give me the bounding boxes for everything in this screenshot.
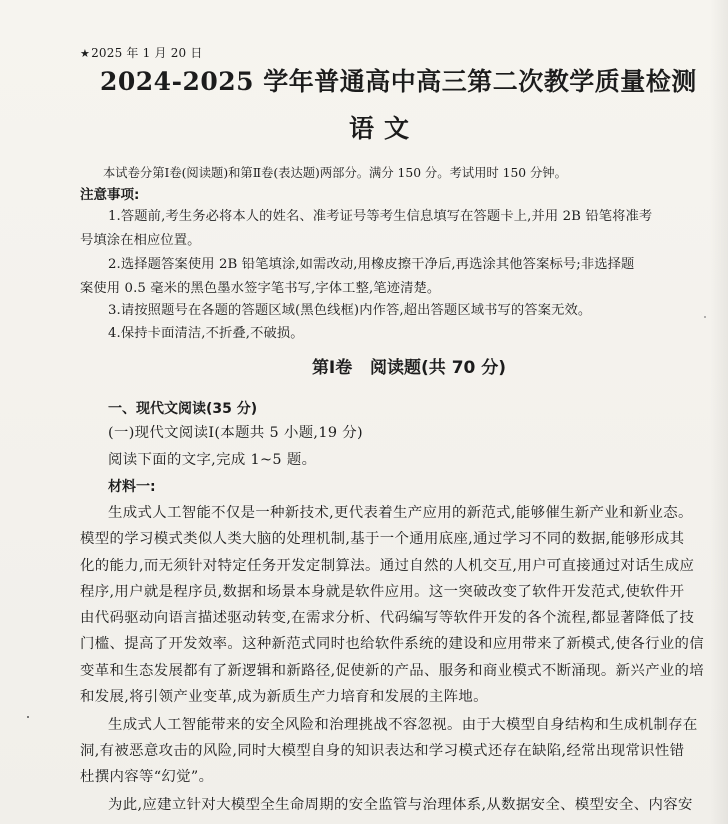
passage-line: 门槛、提高了开发效率。这种新范式同时也给软件系统的建设和应用带来了新模式,使各行业的信 (80, 636, 705, 652)
passage-line: 洞,有被恶意攻击的风险,同时大模型自身的知识表达和学习模式还存在缺陷,经常出现常识性错 (80, 743, 685, 759)
material-label: 材料一: (108, 479, 156, 495)
scan-speck (27, 716, 29, 718)
exam-date (80, 46, 203, 61)
notice-item-3: 3.请按照题号在各题的答题区域(黑色线框)内作答,超出答题区域书写的答案无效。 (108, 303, 592, 318)
part-one-heading: 第Ⅰ卷 阅读题(共 70 分) (311, 358, 507, 378)
date-text: 2025 年 1 月 20 日 (91, 46, 203, 60)
intro-text: 本试卷分第Ⅰ卷(阅读题)和第Ⅱ卷(表达题)两部分。满分 150 分。考试用时 150 分钟。 (103, 166, 567, 180)
passage-line: 为此,应建立针对大模型全生命周期的安全监管与治理体系,从数据安全、模型安全、内容安 (108, 797, 693, 813)
passage-line: 杜撰内容等“幻觉”。 (80, 769, 214, 785)
passage-line: 和发展,将引领产业变革,成为新质生产力培育和发展的主阵地。 (80, 689, 488, 705)
section-heading: 一、现代文阅读(35 分) (108, 401, 258, 417)
notice-item-1: 1.答题前,考生务必将本人的姓名、准考证号等考生信息填写在答题卡上,并用 2B 铅笔将准考 (108, 209, 653, 224)
passage-line: 变革和生态发展都有了新逻辑和新路径,促使新的产品、服务和商业模式不断涌现。新兴产业的培 (80, 663, 705, 679)
notice-item-1-cont: 号填涂在相应位置。 (80, 233, 201, 248)
passage-line: 由代码驱动向语言描述驱动转变,在需求分析、代码编写等软件开发的各个流程,都显著降低了技 (80, 610, 695, 626)
subject-title: 语文 (348, 114, 419, 143)
passage-line: 化的能力,而无须针对特定任务开发定制算法。通过自然的人机交互,用户可直接通过对话生成应 (80, 558, 695, 574)
subsection-heading: (一)现代文阅读Ⅰ(本题共 5 小题,19 分) (108, 425, 363, 441)
passage-line: 生成式人工智能带来的安全风险和治理挑战不容忽视。由于大模型自身结构和生成机制存在 (108, 717, 698, 733)
passage-line: 模型的学习模式类似人类大脑的处理机制,基于一个通用底座,通过学习不同的数据,能够形成其 (80, 531, 685, 547)
notice-item-2: 2.选择题答案使用 2B 铅笔填涂,如需改动,用橡皮擦干净后,再选涂其他答案标号;非选择题 (108, 257, 635, 272)
notice-item-2-cont: 案使用 0.5 毫米的黑色墨水签字笔书写,字体工整,笔迹清楚。 (80, 281, 441, 296)
exam-title: 2024-2025 学年普通高中高三第二次教学质量检测 (100, 67, 697, 96)
passage-line: 程序,用户就是程序员,数据和场景本身就是软件应用。这一突破改变了软件开发范式,使软件开 (80, 584, 685, 600)
notice-item-4: 4.保持卡面清洁,不折叠,不破损。 (108, 326, 304, 341)
notice-heading: 注意事项: (80, 187, 140, 203)
passage-line: 生成式人工智能不仅是一种新技术,更代表着生产应用的新范式,能够催生新产业和新业态。 (108, 505, 693, 521)
scan-speck (704, 316, 706, 318)
star-icon: ★ (80, 47, 91, 60)
reading-instruction: 阅读下面的文字,完成 1~5 题。 (108, 452, 317, 468)
